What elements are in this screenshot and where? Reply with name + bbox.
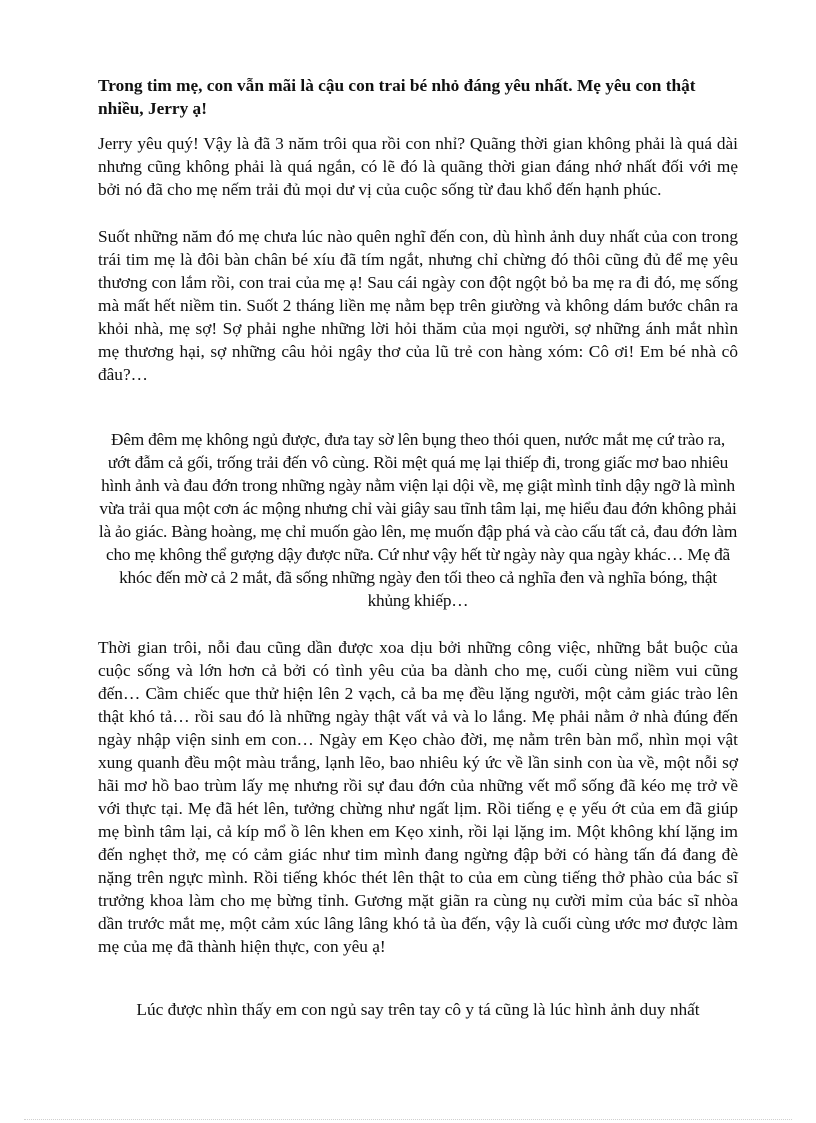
paragraph-new-baby: Thời gian trôi, nỗi đau cũng dần được xoa dịu bởi những công việc, những bắt buộc của cuộc sống và lớn hơn cả bởi có tình yêu của ba dành cho mẹ, cuối cùng niềm vui cũng đến… Cầm chiếc que thử hiện lên 2 vạch, cả ba mẹ đều lặng người, một cảm giác trào lên thật khó tả… rồi sau đó là những ngày thật vất vả và lo lắng. Mẹ phải nằm ở nhà đúng đến ngày nhập viện sinh em con… Ngày em Kẹo chào đời, mẹ nằm trên bàn mổ, nhìn mọi vật xung quanh đều một màu trắng, lạnh lẽo, bao nhiêu ký ức về lần sinh con ùa về, một nỗi sợ hãi mơ hồ bao trùm lấy mẹ nhưng rồi sự đau đớn của những vết mổ sống đã kéo mẹ trở về với thực tại. Mẹ đã hét lên, tưởng chừng như ngất lịm. Rồi tiếng ẹ ẹ yếu ớt của em đã giúp mẹ bình tâm lại, cả kíp mổ ồ lên khen em Kẹo xinh, rồi lại lặng im. Một không khí lặng im đến nghẹt thở, mẹ có cảm giác như tim mình đang ngừng đập bởi có hàng tấn đá đang đè nặng trên ngực mình. Rồi tiếng khóc thét lên thật to của em cùng tiếng thở phào của bác sĩ trưởng khoa làm cho mẹ bừng tỉnh. Gương mặt giãn ra cùng nụ cười mỉm của bác sĩ nhòa dần trước mắt mẹ, một cảm xúc lâng lâng khó tả ùa đến, vậy là cuối cùng ước mơ được làm mẹ của mẹ đã thành hiện thực, con yêu ạ! <box>98 638 738 956</box>
paragraph-sleepless-nights: Đêm đêm mẹ không ngủ được, đưa tay sờ lên bụng theo thói quen, nước mắt mẹ cứ trào ra, ướt đẫm cả gối, trống trải đến vô cùng. Rồi mệt quá mẹ lại thiếp đi, trong giấc mơ bao nhiêu hình ảnh và đau đớn trong những ngày nằm viện lại dội về, mẹ giật mình tỉnh dậy ngỡ là mình vừa trải qua một cơn ác mộng nhưng chỉ vài giây sau tĩnh tâm lại, mẹ hiểu đau đớn không phải là ảo giác. Bàng hoàng, mẹ chỉ muốn gào lên, mẹ muốn đập phá và cào cấu tất cả, đau đớn làm cho mẹ không thể gượng dậy được nữa. Cứ như vậy hết từ ngày này qua ngày khác… Mẹ đã khóc đến mờ cả 2 mắt, đã sống những ngày đen tối theo cả nghĩa đen và nghĩa bóng, thật khủng khiếp… <box>98 430 738 610</box>
paragraph-closing: Lúc được nhìn thấy em con ngủ say trên tay cô y tá cũng là lúc hình ảnh duy nhất <box>136 1000 700 1019</box>
document-title: Trong tim mẹ, con vẫn mãi là cậu con trai bé nhỏ đáng yêu nhất. Mẹ yêu con thật nhiều, Jerry ạ! <box>98 76 696 118</box>
page-bottom-divider <box>24 1119 792 1120</box>
paragraph-memories: Suốt những năm đó mẹ chưa lúc nào quên nghĩ đến con, dù hình ảnh duy nhất của con trong trái tim mẹ là đôi bàn chân bé xíu đã tím ngắt, nhưng chỉ chừng đó thôi cũng đủ để mẹ yêu thương con lắm rồi, con trai của mẹ ạ! Sau cái ngày con đột ngột bỏ ba mẹ ra đi đó, mẹ sống mà mất hết niềm tin. Suốt 2 tháng liền mẹ nằm bẹp trên giường và không dám bước chân ra khỏi nhà, mẹ sợ! Sợ phải nghe những lời hỏi thăm của mọi người, sợ những ánh mắt nhìn mẹ thương hại, sợ những câu hỏi ngây thơ của lũ trẻ con hàng xóm: Cô ơi! Em bé nhà cô đâu?… <box>98 227 738 384</box>
paragraph-intro: Jerry yêu quý! Vậy là đã 3 năm trôi qua rồi con nhỉ? Quãng thời gian không phải là quá dài nhưng cũng không phải là quá ngắn, có lẽ đó là quãng thời gian đáng nhớ nhất đối với mẹ bởi nó đã cho mẹ nếm trải đủ mọi dư vị của cuộc sống từ đau khổ đến hạnh phúc. <box>98 134 738 199</box>
document-page <box>98 74 738 1021</box>
